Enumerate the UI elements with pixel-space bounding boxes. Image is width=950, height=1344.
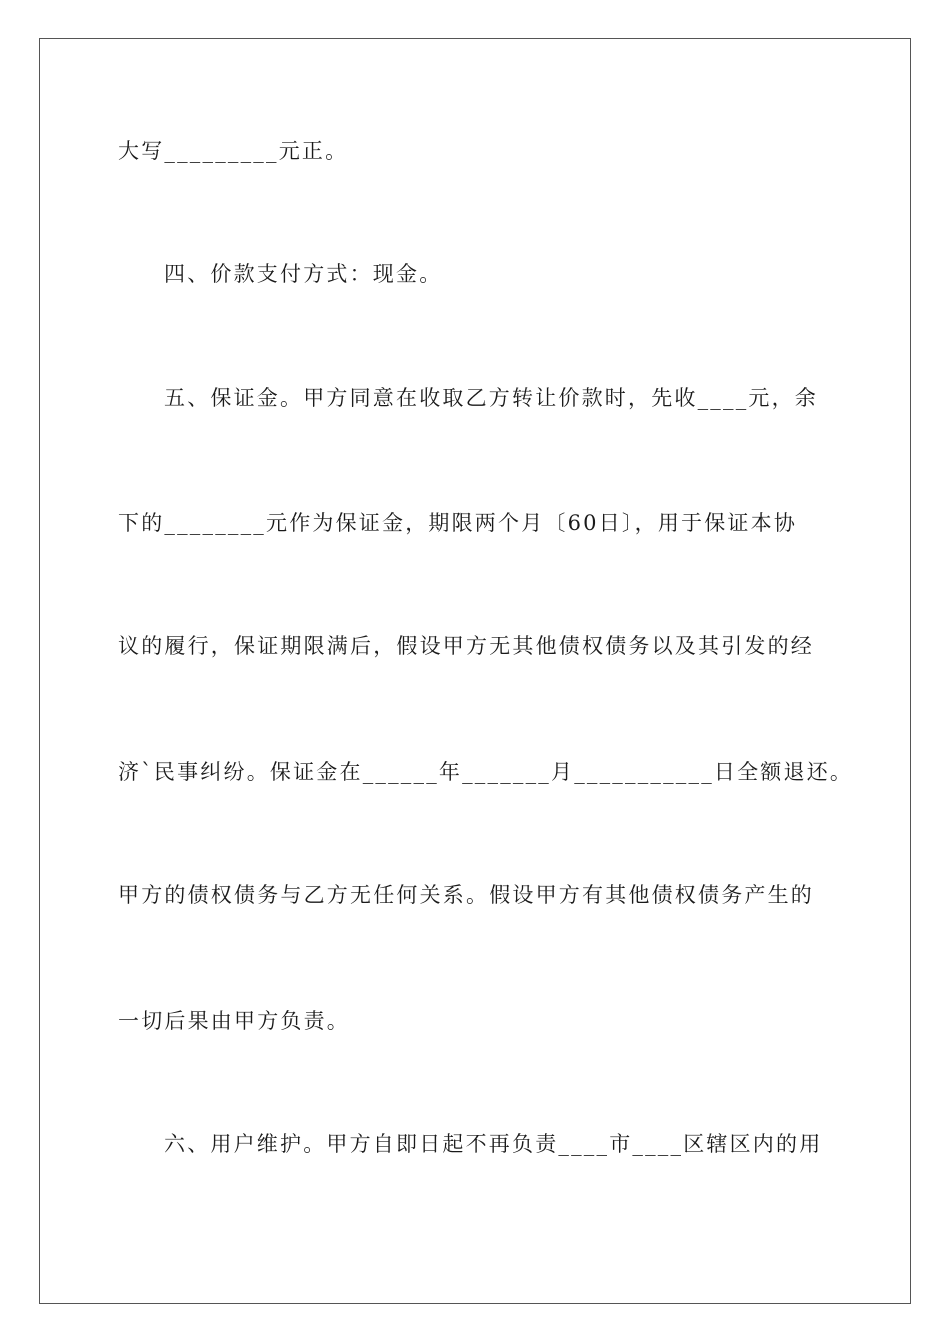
- text-line-6: 济`民事纠纷。保证金在______年_______月___________日全额退还。: [118, 760, 854, 784]
- text-line-3: 五、保证金。甲方同意在收取乙方转让价款时，先收____元，余: [164, 386, 818, 410]
- text-line-1: 大写_________元正。: [118, 139, 349, 163]
- text-line-5: 议的履行，保证期限满后，假设甲方无其他债权债务以及其引发的经: [118, 634, 814, 658]
- text-line-8: 一切后果由甲方负责。: [118, 1009, 350, 1033]
- page-border: [39, 38, 911, 1304]
- text-line-4: 下的________元作为保证金，期限两个月〔60日〕，用于保证本协: [118, 511, 798, 535]
- text-line-9: 六、用户维护。甲方自即日起不再负责____市____区辖区内的用: [164, 1132, 823, 1156]
- text-line-7: 甲方的债权债务与乙方无任何关系。假设甲方有其他债权债务产生的: [118, 883, 814, 907]
- text-line-2: 四、价款支付方式：现金。: [164, 262, 443, 286]
